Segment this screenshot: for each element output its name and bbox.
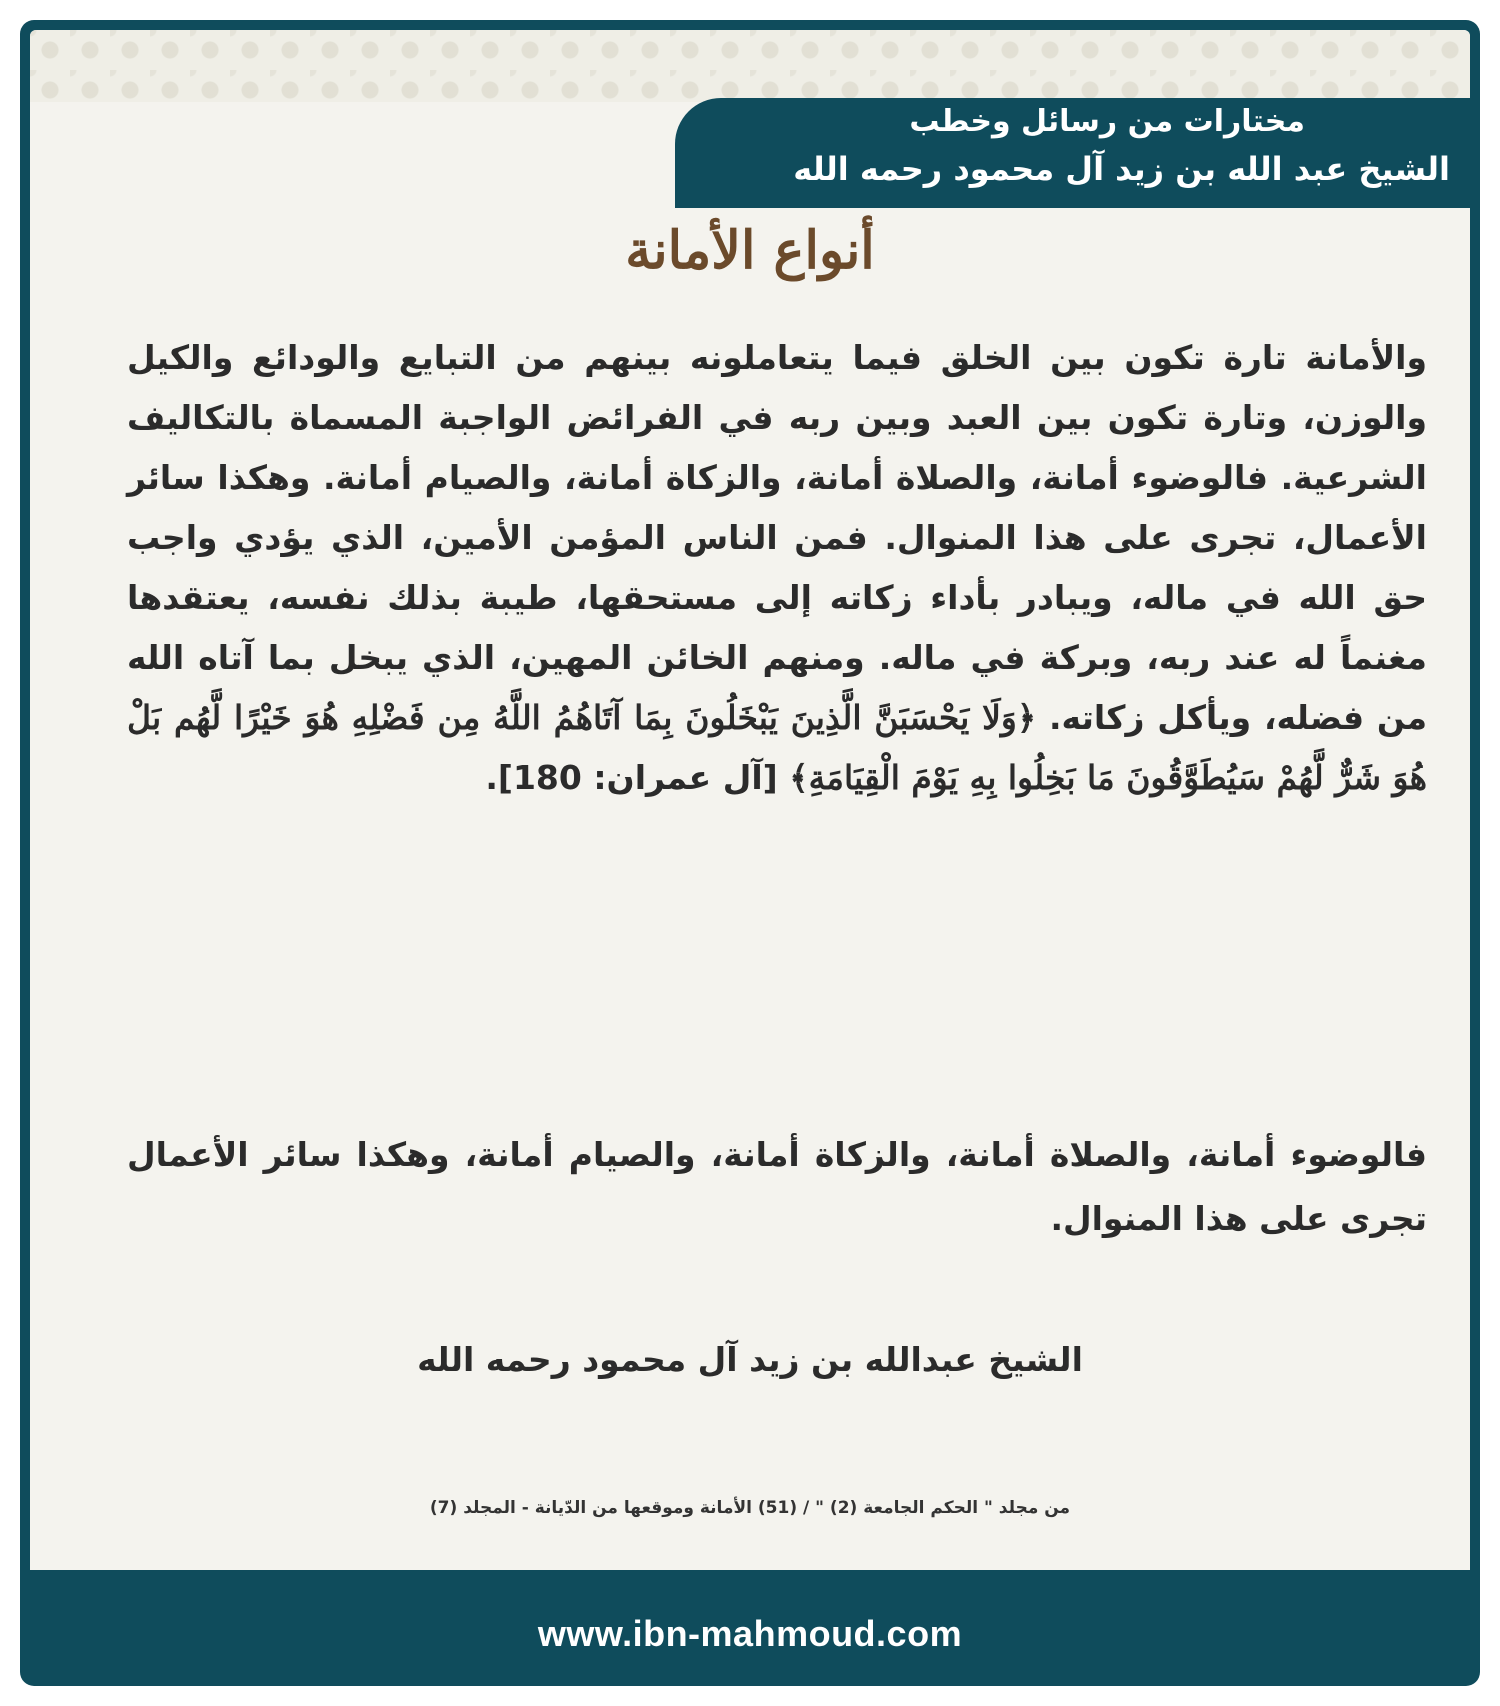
quran-verse: ﴿وَلَا يَحْسَبَنَّ الَّذِينَ يَبْخَلُونَ بِمَا آتَاهُمُ اللَّهُ مِن فَضْلِهِ هُوَ خَيْرًا لَّهُم بَلْ هُوَ شَرٌّ لَّهُمْ سَيُطَوَّقُونَ مَا بَخِلُوا بِهِ يَوْمَ الْقِيَامَةِ﴾ bbox=[127, 698, 1427, 797]
decorative-pattern bbox=[30, 30, 1470, 102]
source-citation: من مجلد " الحكم الجامعة (2) " / (51) الأمانة وموقعها من الدّيانة - المجلد (7) bbox=[429, 1498, 1071, 1518]
summary-paragraph: فالوضوء أمانة، والصلاة أمانة، والزكاة أمانة، والصيام أمانة، وهكذا سائر الأعمال تجرى على هذا المنوال. bbox=[127, 1135, 1427, 1238]
page-title: أنواع الأمانة bbox=[625, 220, 875, 281]
verse-reference: [آل عمران: 180]. bbox=[485, 758, 778, 797]
signature: الشيخ عبدالله بن زيد آل محمود رحمه الله bbox=[417, 1340, 1083, 1379]
series-title: مختارات من رسائل وخطب bbox=[909, 104, 1305, 139]
header-band bbox=[675, 98, 1470, 208]
post-card bbox=[20, 20, 1480, 1686]
content-panel bbox=[30, 30, 1470, 1570]
author-heading: الشيخ عبد الله بن زيد آل محمود رحمه الله bbox=[793, 150, 1450, 188]
main-paragraph bbox=[127, 328, 1427, 808]
website-link[interactable]: www.ibn-mahmoud.com bbox=[537, 1613, 963, 1654]
paragraph-text: والأمانة تارة تكون بين الخلق فيما يتعاملونه بينهم من التبايع والودائع والكيل والوزن، وتارة تكون بين العبد وبين ربه في الفرائض الواجبة المسماة بالتكاليف الشرعية. فالوضوء أمانة، والصلاة أمانة، والزكاة أمانة، والصيام أمانة. وهكذا سائر الأعمال، تجرى على هذا المنوال. فمن الناس المؤمن الأمين، الذي يؤدي واجب حق الله في ماله، ويبادر بأداء زكاته إلى مستحقها، طيبة بذلك نفسه، يعتقدها مغنماً له عند ربه، وبركة في ماله. ومنهم الخائن المهين، الذي يبخل بما آتاه الله من فضله، ويأكل زكاته. bbox=[127, 338, 1427, 737]
